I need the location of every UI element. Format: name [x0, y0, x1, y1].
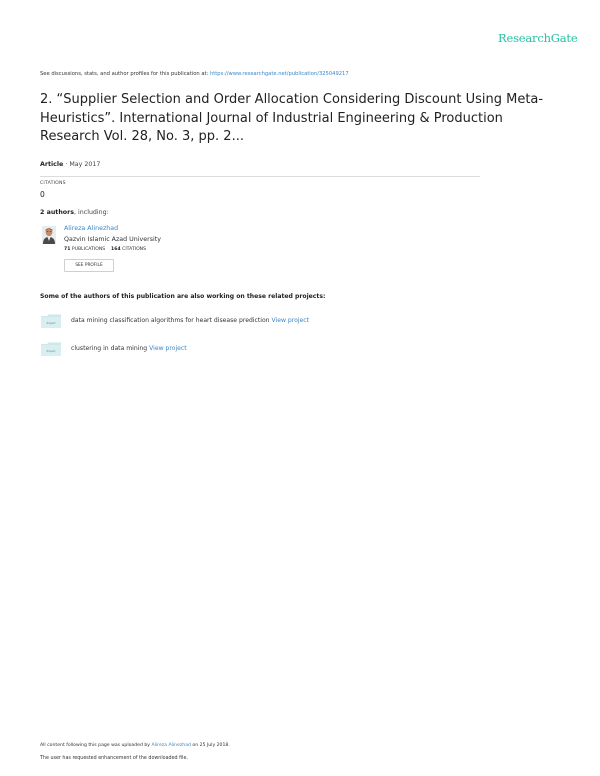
- publication-title: 2. “Supplier Selection and Order Allocation Considering Discount Using Meta-Heuristics”. International Journal of Industrial Engineering & Production Research Vol. 28, No. 3, pp. 2...: [40, 92, 544, 144]
- project-title: data mining classification algorithms for heart disease prediction: [71, 317, 272, 324]
- publications-label: PUBLICATIONS: [71, 247, 106, 252]
- project-folder-icon: [41, 341, 61, 360]
- author-name-link[interactable]: Alireza Alinezhad: [64, 225, 119, 232]
- authors-suffix: , including:: [73, 209, 109, 216]
- related-project-item: [71, 317, 309, 324]
- publication-url-link[interactable]: https://www.researchgate.net/publication/325049217: [209, 71, 349, 77]
- authors-count: 2 authors: [40, 209, 74, 216]
- related-project-item: [71, 345, 187, 352]
- author-citations-count: 164: [111, 247, 121, 252]
- publications-count: 71: [64, 247, 71, 252]
- author-institution: Qazvin Islamic Azad University: [64, 236, 161, 243]
- publication-meta: [40, 161, 100, 168]
- authors-line: [40, 209, 109, 216]
- researchgate-logo[interactable]: ResearchGate: [498, 31, 578, 45]
- citations-label: CITATIONS: [40, 181, 66, 186]
- folder-icon: [41, 314, 61, 328]
- publication-type: Article: [40, 161, 64, 168]
- avatar-image: [42, 226, 56, 244]
- citations-value: 0: [40, 190, 45, 199]
- author-stats: [64, 247, 146, 252]
- upload-suffix: on 25 July 2018.: [190, 743, 230, 748]
- folder-icon: [41, 342, 61, 356]
- related-projects-heading: Some of the authors of this publication are also working on these related projects:: [40, 293, 326, 300]
- author-avatar[interactable]: [42, 226, 56, 244]
- publication-date: May 2017: [69, 161, 101, 168]
- view-project-link[interactable]: View project: [149, 345, 187, 352]
- project-title: clustering in data mining: [71, 345, 150, 352]
- see-profile-button[interactable]: SEE PROFILE: [64, 259, 114, 272]
- view-project-link[interactable]: View project: [271, 317, 310, 324]
- enhancement-note: The user has requested enhancement of the downloaded file.: [40, 756, 188, 761]
- upload-prefix: All content following this page was uploaded by: [40, 743, 152, 748]
- folder-label: Project: [46, 350, 56, 353]
- meta-separator: ·: [63, 161, 70, 168]
- project-folder-icon: [41, 313, 61, 332]
- see-text: See discussions, stats, and author profiles for this publication at:: [40, 71, 210, 77]
- profile-note: [40, 71, 349, 77]
- divider: [40, 176, 480, 177]
- author-citations-label: CITATIONS: [122, 247, 147, 252]
- uploader-link[interactable]: Alireza Alinezhad: [151, 743, 191, 748]
- upload-note: [40, 743, 230, 748]
- folder-label: Project: [46, 322, 56, 325]
